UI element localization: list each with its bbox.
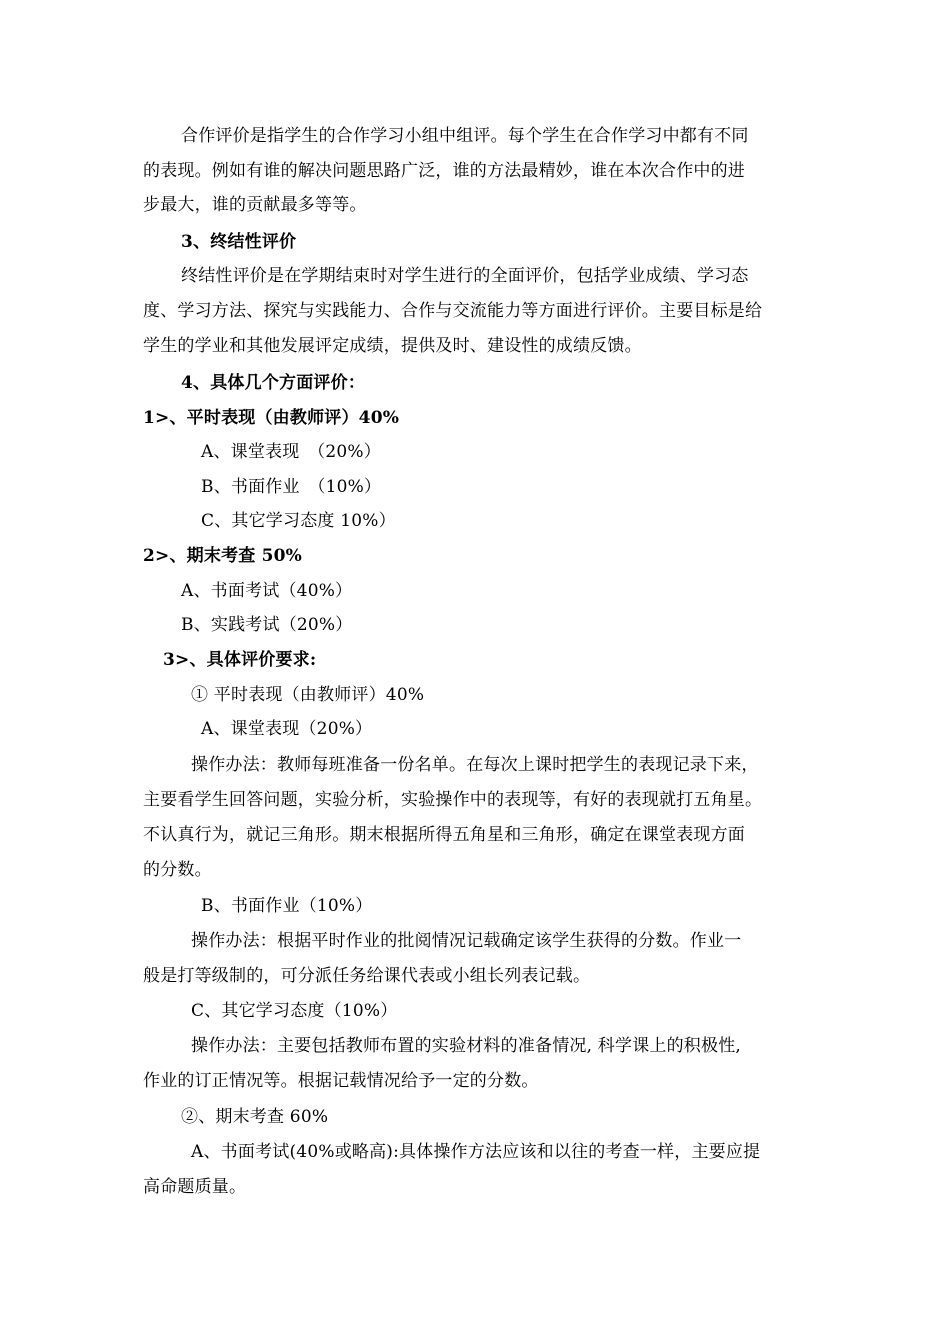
paragraph-line: 般是打等级制的，可分派任务给课代表或小组长列表记载。	[143, 966, 591, 986]
paragraph-line: 度、学习方法、探究与实践能力、合作与交流能力等方面进行评价。主要目标是给	[143, 301, 763, 321]
paragraph-line: 的表现。例如有谁的解决问题思路广泛，谁的方法最精妙，谁在本次合作中的进	[143, 161, 745, 181]
list-item: B、书面作业 （10%）	[201, 477, 382, 497]
list-item: A、书面考试（40%）	[181, 581, 353, 601]
paragraph-line: 终结性评价是在学期结束时对学生进行的全面评价，包括学业成绩、学习态	[181, 266, 749, 286]
subsection-heading: 3>、具体评价要求:	[163, 650, 317, 670]
list-item: B、实践考试（20%）	[181, 615, 353, 635]
list-item: C、其它学习态度 10%）	[201, 511, 396, 531]
subsection-heading: 2>、期末考查 50%	[143, 546, 303, 566]
list-item: B、书面作业（10%）	[201, 896, 373, 916]
paragraph-line: 操作办法：根据平时作业的批阅情况记载确定该学生获得的分数。作业一	[191, 931, 742, 951]
paragraph-line: 操作办法：主要包括教师布置的实验材料的准备情况, 科学课上的积极性,	[191, 1036, 742, 1056]
paragraph-line: 高命题质量。	[143, 1177, 247, 1197]
paragraph-line: 不认真行为，就记三角形。期末根据所得五角星和三角形，确定在课堂表现方面	[143, 825, 745, 845]
list-item: ②、期末考查 60%	[181, 1107, 329, 1127]
paragraph-line: 合作评价是指学生的合作学习小组中组评。每个学生在合作学习中都有不同	[181, 126, 749, 146]
paragraph-line: 步最大，谁的贡献最多等等。	[143, 195, 367, 215]
list-item: ① 平时表现（由教师评）40%	[191, 685, 425, 705]
paragraph-line: 作业的订正情况等。根据记载情况给予一定的分数。	[143, 1071, 539, 1091]
list-item: A、课堂表现（20%）	[201, 719, 373, 739]
paragraph-line: 的分数。	[143, 860, 212, 880]
paragraph-line: A、书面考试(40%或略高):具体操作方法应该和以往的考查一样，主要应提	[191, 1142, 761, 1162]
paragraph-line: 学生的学业和其他发展评定成绩，提供及时、建设性的成绩反馈。	[143, 336, 642, 356]
paragraph-line: 主要看学生回答问题，实验分析，实验操作中的表现等，有好的表现就打五角星。	[143, 790, 763, 810]
paragraph-line: 操作办法：教师每班准备一份名单。在每次上课时把学生的表现记录下来，	[191, 755, 759, 775]
list-item: A、课堂表现 （20%）	[201, 442, 381, 462]
subsection-heading: 1>、平时表现（由教师评）40%	[143, 408, 400, 428]
section-heading: 3、终结性评价	[181, 232, 297, 252]
section-heading: 4、具体几个方面评价：	[181, 373, 366, 393]
list-item: C、其它学习态度（10%）	[191, 1001, 398, 1021]
